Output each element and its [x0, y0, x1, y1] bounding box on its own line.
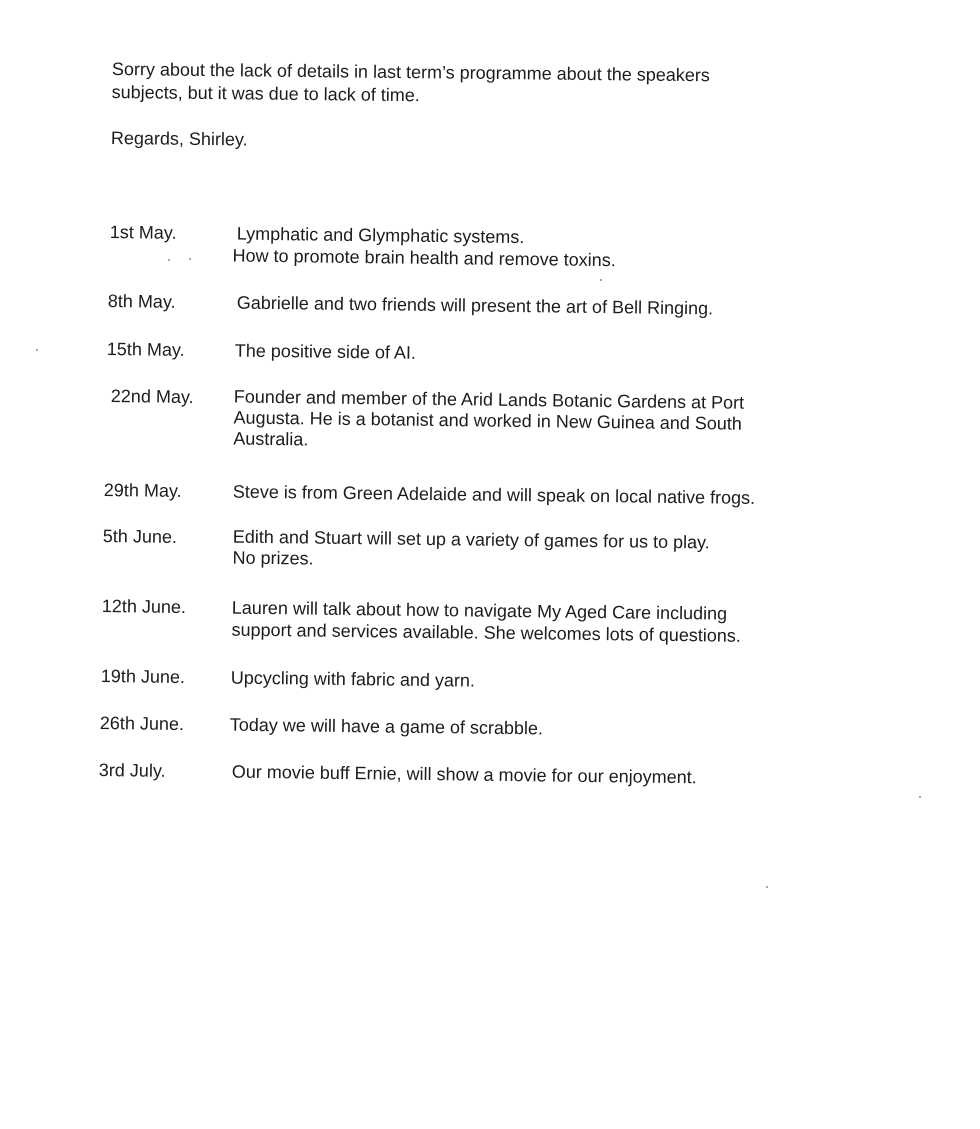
- schedule-description: [235, 340, 835, 369]
- schedule-date: 5th June.: [102, 525, 178, 547]
- intro-line-2: subjects, but it was due to lack of time.: [111, 81, 420, 106]
- schedule-date: 12th June.: [101, 595, 187, 618]
- description-line: Steve is from Green Adelaide and will speak on local native frogs.: [232, 481, 756, 508]
- regards-signoff: Regards, Shirley.: [110, 127, 248, 150]
- schedule-date: 3rd July.: [98, 759, 166, 781]
- schedule-date: 26th June.: [99, 712, 185, 735]
- description-line: Australia.: [233, 428, 309, 450]
- schedule-date: 8th May.: [107, 290, 176, 312]
- description-line: Edith and Stuart will set up a variety of games for us to play.: [232, 526, 710, 553]
- description-line: How to promote brain health and remove toxins.: [232, 245, 616, 271]
- description-line: Augusta. He is a botanist and worked in New Guinea and South: [233, 407, 743, 434]
- scan-speck: [766, 886, 768, 888]
- schedule-date: 29th May.: [103, 479, 182, 501]
- description-line: No prizes.: [232, 547, 314, 569]
- schedule-entry: [100, 665, 961, 691]
- scan-speck: [189, 258, 191, 260]
- schedule-description: [232, 527, 832, 576]
- schedule-entry: [109, 221, 970, 271]
- description-line: Lauren will talk about how to navigate My Aged Care including: [231, 597, 728, 624]
- description-line: The positive side of AI.: [234, 340, 417, 363]
- schedule-description: [232, 223, 836, 274]
- schedule-date: 19th June.: [100, 665, 186, 688]
- schedule-description: [232, 761, 832, 790]
- schedule-date: 15th May.: [106, 338, 185, 360]
- description-line: Founder and member of the Arid Lands Botanic Gardens at Port: [233, 386, 745, 413]
- schedule-entry: [110, 385, 971, 450]
- description-line: Upcycling with fabric and yarn.: [230, 667, 476, 691]
- schedule-entry: [99, 712, 960, 739]
- description-line: Today we will have a game of scrabble.: [229, 714, 544, 739]
- description-line: Our movie buff Ernie, will show a movie for our enjoyment.: [231, 761, 697, 788]
- scan-speck: [168, 259, 170, 261]
- schedule-entry: [102, 525, 963, 569]
- schedule-description: [231, 667, 831, 696]
- schedule-entry: [103, 479, 964, 508]
- schedule-description: [237, 292, 837, 321]
- description-line: support and services available. She welcomes lots of questions.: [231, 619, 741, 646]
- schedule-description: [231, 597, 831, 648]
- schedule-date: 22nd May.: [110, 385, 194, 408]
- intro-line-1: Sorry about the lack of details in last term’s programme about the speakers: [111, 58, 710, 86]
- schedule-entry: [107, 290, 968, 319]
- scan-speck: [36, 349, 38, 351]
- schedule-description: [233, 481, 833, 510]
- schedule-entry: [101, 595, 962, 646]
- schedule-description: [233, 387, 834, 457]
- schedule-entry: [98, 759, 959, 788]
- scan-speck: [600, 279, 602, 281]
- schedule-date: 1st May.: [109, 221, 177, 243]
- schedule-description: [230, 714, 830, 743]
- description-line: Gabrielle and two friends will present the art of Bell Ringing.: [236, 292, 714, 319]
- schedule-entry: [106, 338, 967, 363]
- scan-speck: [919, 796, 921, 798]
- description-line: Lymphatic and Glymphatic systems.: [236, 223, 525, 248]
